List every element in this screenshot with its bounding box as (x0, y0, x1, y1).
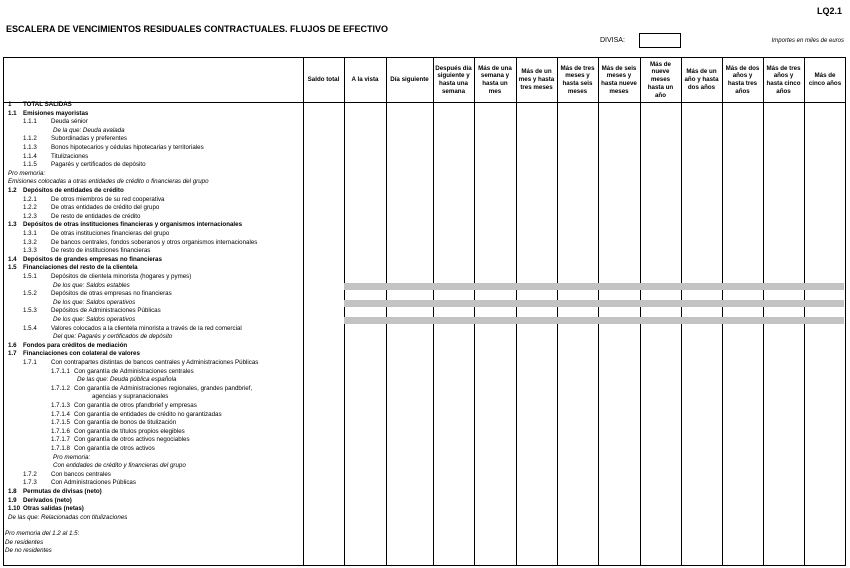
row-code: 1.2 (8, 187, 17, 194)
row-label: Bonos hipotecarios y cédulas hipotecarias y territoriales (51, 144, 204, 151)
row-label: Financiaciones del resto de la clientela (23, 264, 138, 272)
row-label: Derivados (neto) (23, 496, 72, 504)
column-header: Más de cinco años (808, 72, 842, 87)
row-label: Del que: Pagarés y certificados de depósito (53, 333, 173, 341)
divisa-label: DIVISA: (600, 37, 625, 44)
footer-row-label: Pro memoria del 1.2 al 1.5: (5, 530, 80, 538)
row-code: 1.7.2 (23, 470, 37, 478)
row-label: Depósitos de entidades de crédito (23, 187, 124, 194)
row-label: Con garantía de títulos propios elegibles (74, 427, 185, 435)
row-label: Con entidades de crédito y financieras del grupo (53, 462, 186, 470)
row-code: 1.5.3 (23, 307, 37, 315)
column-header: A la vista (351, 76, 379, 84)
column-divider (804, 57, 805, 566)
column-header: Día siguiente (390, 76, 429, 84)
column-divider (598, 57, 599, 566)
column-divider (681, 57, 682, 566)
row-code: 1.7.1.8 (51, 445, 70, 452)
divisa-input[interactable] (639, 33, 681, 48)
row-code: 1.2.2 (23, 204, 37, 212)
row-label: Subordinadas y preferentes (51, 135, 128, 143)
row-code: 1.7.1.2 (51, 384, 70, 392)
row-label: De resto de instituciones financieras (51, 247, 151, 255)
row-label: De los que: Saldos operativos (53, 298, 136, 306)
row-label: Con garantía de otros activos negociables (74, 436, 190, 444)
row-label: De las que: Deuda pública española (77, 376, 177, 384)
column-divider (722, 57, 723, 566)
row-code: 1.5 (8, 264, 17, 272)
row-code: 1.4 (8, 255, 17, 263)
row-label: Con garantía de Administraciones regionales, grandes pandbrief, (74, 384, 253, 392)
row-code: 1.5.4 (23, 324, 37, 332)
column-header: Más de un mes y hasta tres meses (518, 68, 555, 91)
row-code: 1.1.1 (23, 118, 37, 126)
row-code: 1.1.4 (23, 152, 37, 160)
row-code: 1.1.3 (23, 144, 37, 151)
row-label: Financiaciones con colateral de valores (23, 350, 140, 358)
row-label: Otras salidas (netas) (23, 505, 84, 513)
row-label: Con Administraciones Públicas (51, 479, 136, 487)
row-label: De bancos centrales, fondos soberanos y otros organismos internacionales (51, 238, 258, 246)
shaded-cells (344, 300, 844, 307)
footer-row-label: De residentes (5, 538, 44, 546)
row-label: Con bancos centrales (51, 470, 111, 478)
row-code: 1.7.1.6 (51, 427, 70, 435)
row-code: 1.3.3 (23, 247, 37, 255)
row-code: 1.7.1.7 (51, 436, 70, 444)
row-code: 1.7 (8, 350, 17, 358)
row-label: TOTAL SALIDAS (23, 101, 72, 108)
row-label: Depósitos de clientela minorista (hogares y pymes) (51, 273, 192, 280)
row-label: Depósitos de Administraciones Públicas (51, 307, 161, 315)
column-divider (344, 57, 345, 566)
row-label: Emisiones mayoristas (23, 109, 89, 117)
footer-row-label: De no residentes (5, 547, 52, 554)
row-label: Permutas de divisas (neto) (23, 488, 102, 495)
row-code: 1.7.1.1 (51, 367, 70, 375)
row-code: 1.5.2 (23, 290, 37, 298)
row-label: Depósitos de grandes empresas no financieras (23, 255, 162, 263)
column-divider (640, 57, 641, 566)
row-code: 1.7.1.4 (51, 410, 70, 418)
column-divider (763, 57, 764, 566)
column-header: Más de tres años y hasta cinco años (766, 64, 801, 95)
row-code: 1.2.3 (23, 212, 37, 220)
row-code: 1.7.3 (23, 479, 37, 487)
row-code: 1.3 (8, 221, 17, 229)
row-label: agencias y supranacionales (92, 393, 169, 401)
row-code: 1.3.1 (23, 230, 37, 237)
column-header: Más de dos años y hasta tres años (725, 64, 760, 95)
column-divider (474, 57, 475, 566)
shaded-cells (344, 317, 844, 324)
row-code: 1.5.1 (23, 273, 37, 280)
row-label: Depósitos de otras instituciones financieras y organismos internacionales (23, 221, 243, 229)
row-label: Con garantía de bonos de titulización (74, 419, 177, 427)
row-label: Depósitos de otras empresas no financieras (51, 290, 172, 298)
row-label: Fondos para créditos de mediación (23, 341, 128, 349)
row-code: 1.1.2 (23, 135, 37, 143)
row-label: Pro memoria: (8, 169, 46, 177)
row-code: 1.2.1 (23, 195, 37, 203)
column-header: Más de seis meses y hasta nueve meses (601, 64, 637, 95)
row-label: Titulizaciones (51, 152, 89, 160)
row-code: 1.7.1.5 (51, 419, 70, 427)
row-label: Pagarés y certificados de depósito (51, 161, 146, 169)
column-header: Saldo total (307, 76, 340, 84)
column-header: Más de un año y hasta dos años (684, 68, 719, 91)
row-label: De los que: Saldos estables (53, 281, 130, 289)
row-label: De las que: Relacionadas con titulizaciones (8, 513, 128, 521)
column-divider (303, 57, 304, 566)
column-divider (433, 57, 434, 566)
row-label: De otras instituciones financieras del grupo (51, 230, 170, 237)
row-code: 1.9 (8, 496, 17, 504)
row-label: Con garantía de entidades de crédito no garantizadas (74, 410, 222, 418)
column-header: Más de nueve meses hasta un año (647, 60, 674, 99)
units-note: Importes en miles de euros (771, 38, 844, 44)
row-code: 1.1 (8, 109, 17, 117)
page-title: ESCALERA DE VENCIMIENTOS RESIDUALES CONTRACTUALES. FLUJOS DE EFECTIVO (6, 24, 389, 34)
header-separator (3, 102, 846, 103)
row-code: 1.1.5 (23, 161, 37, 169)
row-label: De otras entidades de crédito del grupo (51, 204, 160, 212)
column-header: Más de una semana y hasta un mes (478, 64, 512, 95)
row-code: 1.7.1 (23, 359, 37, 366)
row-label: Con contrapartes distintas de bancos centrales y Administraciones Públicas (51, 359, 259, 366)
row-label: Pro memoria: (53, 453, 91, 461)
column-divider (557, 57, 558, 566)
column-header: Más de tres meses y hasta seis meses (560, 64, 595, 95)
column-divider (516, 57, 517, 566)
shaded-cells (344, 283, 844, 290)
column-divider (386, 57, 387, 566)
row-label: De resto de entidades de crédito (51, 212, 141, 220)
row-code: 1.10 (8, 505, 21, 513)
row-label: Valores colocados a la clientela minorista a través de la red comercial (51, 324, 242, 332)
row-code: 1.8 (8, 488, 17, 495)
row-label: De otros miembros de su red cooperativa (51, 195, 165, 203)
form-code: LQ2.1 (816, 6, 842, 16)
row-code: 1.7.1.3 (51, 402, 70, 409)
row-label: Con garantía de otros activos (74, 445, 155, 452)
column-header: Después día siguiente y hasta una semana (435, 64, 472, 95)
row-code: 1.3.2 (23, 238, 37, 246)
row-label: Con garantía de otros pfandbrief y empresas (74, 402, 197, 409)
row-label: Con garantía de Administraciones centrales (74, 367, 194, 375)
row-label: Emisiones colocadas a otras entidades de crédito o financieras del grupo (8, 178, 209, 186)
row-label: De los que: Saldos operativos (53, 316, 136, 323)
row-code: 1.6 (8, 341, 17, 349)
row-label: Deuda sénior (51, 118, 88, 126)
row-code: 1 (8, 101, 12, 108)
row-label: De la que: Deuda avalada (53, 126, 125, 134)
